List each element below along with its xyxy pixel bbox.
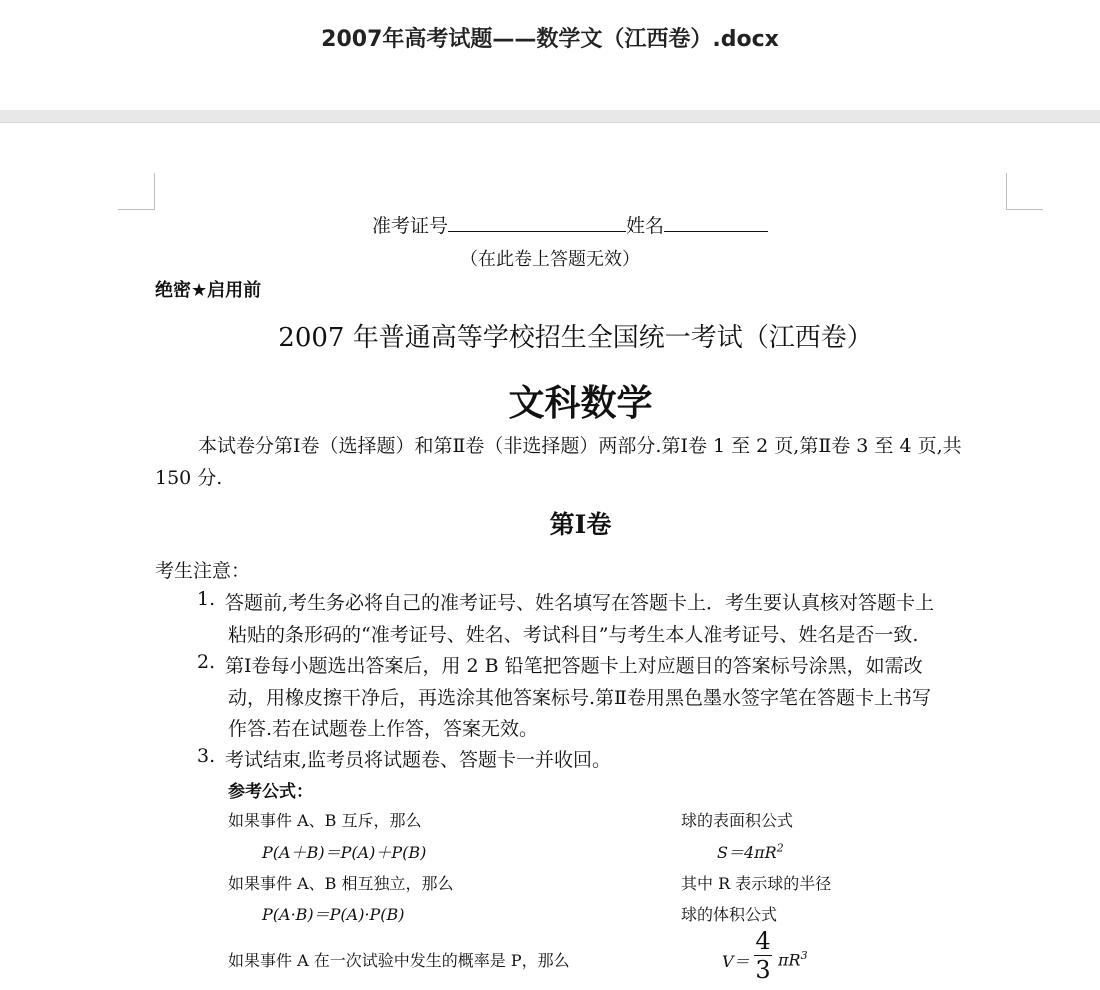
formula-left-line: 如果事件 A、B 互斥，那么 [228, 811, 422, 830]
surface-area-label: 球的表面积公式 [681, 811, 794, 830]
admission-line [372, 211, 768, 238]
volume-prefix: V＝ [722, 952, 750, 971]
notice-item-line: 作答.若在试题卷上作答，答案无效。 [228, 718, 539, 740]
formula-left-line: P(A＋B)＝P(A)＋P(B) [262, 843, 427, 862]
invalid-note: （在此卷上答题无效） [460, 249, 640, 270]
formula-left-line: P(A·B)＝P(A)·P(B) [262, 905, 405, 924]
fraction-numerator: 4 [755, 927, 771, 955]
volume-suffix-main: πR [778, 950, 801, 970]
subject-title: 文科数学 [508, 383, 653, 424]
volume-label: 球的体积公式 [681, 905, 778, 924]
exam-title: 2007 年普通高等学校招生全国统一考试（江西卷） [278, 323, 873, 353]
title-bar [0, 0, 1100, 110]
margin-corner-mark-right [1006, 173, 1043, 210]
volume-suffix [778, 949, 808, 969]
surface-area-formula [717, 840, 784, 863]
fraction-denominator: 3 [755, 956, 771, 984]
name-label: 姓名 [626, 215, 665, 237]
page-gutter [0, 110, 1100, 123]
notice-item-line: 考试结束,监考员将试题卷、答题卡一并收回。 [225, 749, 612, 771]
secret-label: 绝密★启用前 [155, 280, 262, 301]
intro-line-1: 本试卷分第Ⅰ卷（选择题）和第Ⅱ卷（非选择题）两部分.第Ⅰ卷 1 至 2 页,第Ⅱ卷 3 至 4 页,共 [198, 435, 962, 457]
document-page[interactable] [0, 123, 1100, 990]
notice-item-number: 2. [197, 651, 216, 673]
margin-corner-mark-left [118, 173, 155, 210]
volume-title: 第Ⅰ卷 [549, 510, 612, 539]
notice-item-number: 3. [197, 745, 216, 767]
surface-formula-sup: 2 [776, 841, 784, 855]
radius-note: 其中 R 表示球的半径 [681, 874, 832, 893]
notice-item-number: 1. [197, 588, 216, 610]
volume-fraction [752, 928, 774, 983]
volume-suffix-sup: 3 [800, 949, 808, 962]
admission-label: 准考证号 [372, 215, 449, 237]
formula-label: 参考公式： [228, 782, 313, 802]
name-blank [664, 213, 768, 232]
formula-left-line: 如果事件 A 在一次试验中发生的概率是 P，那么 [228, 951, 570, 970]
surface-formula-main: S＝4πR [717, 843, 777, 862]
document-title: 2007年高考试题——数学文（江西卷）.docx [321, 27, 779, 52]
notice-item-line: 粘贴的条形码的“准考证号、姓名、考试科目”与考生本人准考证号、姓名是否一致. [228, 624, 919, 646]
notice-item-line: 第Ⅰ卷每小题选出答案后，用 2 B 铅笔把答题卡上对应题目的答案标号涂黑，如需改 [225, 655, 923, 677]
notice-label: 考生注意： [155, 560, 251, 582]
intro-line-2: 150 分. [155, 467, 223, 489]
admission-blank [448, 213, 626, 232]
notice-item-line: 动，用橡皮擦干净后，再选涂其他答案标号.第Ⅱ卷用黑色墨水签字笔在答题卡上书写 [228, 687, 931, 709]
notice-item-line: 答题前,考生务必将自己的准考证号、姓名填写在答题卡上．考生要认真核对答题卡上 [225, 592, 935, 614]
formula-left-line: 如果事件 A、B 相互独立，那么 [228, 874, 454, 893]
